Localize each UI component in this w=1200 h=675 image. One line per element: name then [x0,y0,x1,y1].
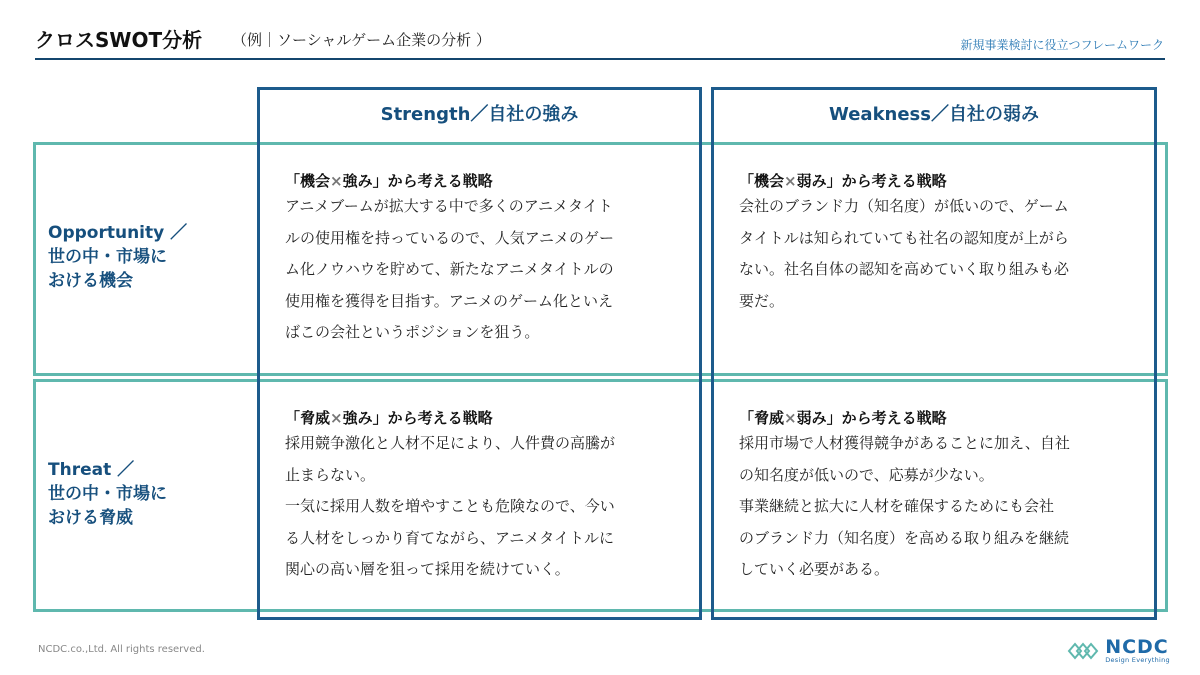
logo-tagline: Design Everything [1105,656,1170,665]
body-line: アニメブームが拡大する中で多くのアニメタイト [285,197,613,215]
body-line: の知名度が低いので、応募が少ない。 [739,465,994,484]
body-line: ばこの会社というポジションを狙う。 [285,323,540,341]
cell-opportunity-strength [285,170,685,349]
header-divider [35,58,1165,60]
cross-icon: × [330,172,343,190]
body-line: 採用競争激化と人材不足により、人件費の高騰が [285,434,616,452]
cell-opportunity-weakness [739,170,1139,317]
row-label-threat [48,458,167,530]
column-heading-weakness: Weakness／自社の弱み [829,104,1039,125]
row-label-line: おける脅威 [48,508,133,528]
row-label-line: Threat ／ [48,460,135,480]
body-line: 止まらない。 [285,465,376,484]
copyright-text: NCDC.co.,Ltd. All rights reserved. [38,644,205,655]
row-label-opportunity [48,221,187,293]
body-line: ム化ノウハウを貯めて、新たなアニメタイトルの [285,260,614,278]
logo-name: NCDC [1105,636,1169,659]
cell-body [285,428,685,586]
cell-title: 「機会×強み」から考える戦略 [285,172,493,190]
row-label-line: 世の中・市場に [48,484,167,504]
cell-body [739,428,1139,586]
body-line: ルの使用権を持っているので、人気アニメのゲー [285,228,614,247]
cell-title: 「機会×弱み」から考える戦略 [739,172,947,190]
body-line: 一気に採用人数を増やすことも危険なので、今い [285,497,615,515]
body-line: タイトルは知られていても社名の認知度が上がら [739,228,1069,247]
body-line: 事業継続と拡大に人材を確保するためにも会社 [739,497,1055,515]
company-logo [1066,638,1170,664]
logo-mark-icon [1066,638,1100,664]
column-heading-strength: Strength／自社の強み [380,104,579,125]
row-label-line: 世の中・市場に [48,247,167,267]
cell-body [285,191,685,349]
body-line: 関心の高い層を狙って採用を続けていく。 [285,560,570,578]
page-title: クロスSWOT分析 [35,28,203,52]
row-label-line: おける機会 [48,271,133,291]
body-line: ない。社名自体の認知を高めていく取り組みも必 [739,260,1070,278]
cell-threat-strength [285,407,685,586]
cell-threat-weakness [739,407,1139,586]
body-line: る人材をしっかり育てながら、アニメタイトルに [285,528,614,547]
cell-title: 「脅威×強み」から考える戦略 [285,409,493,427]
body-line: していく必要がある。 [739,560,890,578]
cell-title: 「脅威×弱み」から考える戦略 [739,409,947,427]
tagline: 新規事業検討に役立つフレームワーク [960,38,1164,52]
cross-icon: × [784,172,797,190]
body-line: のブランド力（知名度）を高める取り組みを継続 [739,528,1070,547]
body-line: 会社のブランド力（知名度）が低いので、ゲーム [739,197,1069,215]
row-label-line: Opportunity ／ [48,223,188,243]
body-line: 採用市場で人材獲得競争があることに加え、自社 [739,434,1070,452]
page-subtitle: （例｜ソーシャルゲーム企業の分析 ） [232,31,491,49]
body-line: 要だ。 [739,291,785,310]
body-line: 使用権を獲得を目指す。アニメのゲーム化といえ [285,291,614,310]
cross-icon: × [330,409,343,427]
cell-body [739,191,1139,317]
cross-icon: × [784,409,797,427]
